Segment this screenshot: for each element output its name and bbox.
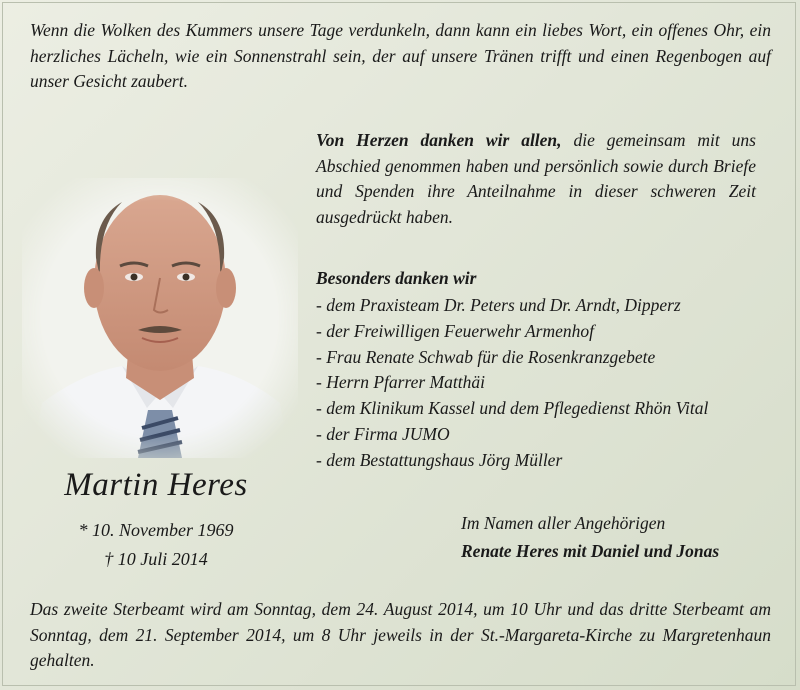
thanks-lead: Von Herzen danken wir allen, [316,130,562,150]
signature-names: Renate Heres mit Daniel und Jonas [461,541,720,561]
closing-text: Das zweite Sterbeamt wird am Sonntag, dem 24. August 2014, um 10 Uhr und das dritte Sterbeamt am Sonntag, dem 21. September 2014, um 8 Uhr jeweils in der St.-Margareta-Kirche zu Margretenhaun gehalten. [30,599,771,670]
signature-line: Im Namen aller Angehörigen [461,513,666,533]
special-thanks-list [316,293,708,474]
thanks-paragraph [316,128,756,230]
intro-text: Wenn die Wolken des Kummers unsere Tage verdunkeln, dann kann ein liebes Wort, ein offenes Ohr, ein herzliches Lächeln, wie ein Sonnenstrahl sein, der auf unsere Tränen trifft und einen Regenbogen auf unser Gesicht zaubert. [30,20,771,91]
list-item: - dem Bestattungshaus Jörg Müller [316,449,563,470]
list-item: - dem Klinikum Kassel und dem Pflegedienst Rhön Vital [316,398,709,419]
list-item: - dem Praxisteam Dr. Peters und Dr. Arndt, Dipperz [316,295,681,315]
thanks-text: die gemeinsam mit uns Abschied genommen haben und persönlich sowie durch Briefe und Spenden ihre Anteilnahme in dieser schweren Zeit ausgedrückt haben. [316,130,756,227]
list-item: - Herrn Pfarrer Matthäi [316,372,485,393]
list-item: - Frau Renate Schwab für die Rosenkranzgebete [316,346,656,367]
portrait-photo [22,178,298,458]
birth-date: * 10. November 1969 [78,520,234,540]
death-date: † 10 Juli 2014 [104,549,208,569]
list-item: - der Firma JUMO [316,423,450,444]
list-item: - der Freiwilligen Feuerwehr Armenhof [316,320,595,341]
deceased-name: Martin Heres [64,467,248,503]
special-thanks-heading: Besonders danken wir [316,268,477,288]
